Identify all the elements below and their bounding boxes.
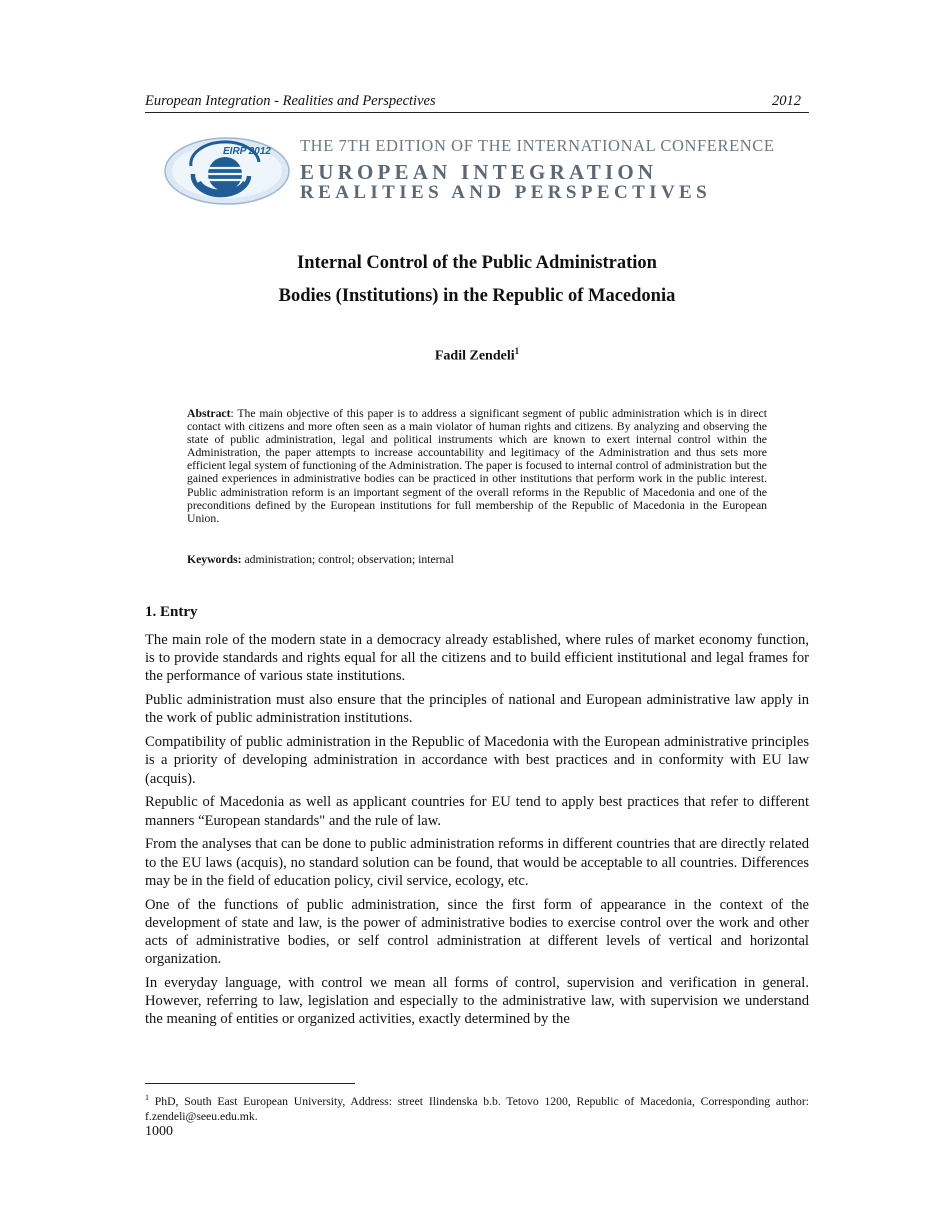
keywords bbox=[187, 553, 767, 566]
running-header bbox=[145, 92, 809, 113]
page-number: 1000 bbox=[145, 1124, 173, 1139]
banner-edition-line: THE 7TH EDITION OF THE INTERNATIONAL CONFERENCE bbox=[300, 136, 775, 155]
banner-subtitle-line: REALITIES AND PERSPECTIVES bbox=[300, 182, 712, 203]
footnote bbox=[145, 1090, 809, 1124]
paragraph: In everyday language, with control we mean all forms of control, supervision and verification in general. However, referring to law, legislation and especially to the administrative law, with supervision we understand the meaning of entities or organized activities, exactly determined by the bbox=[145, 975, 809, 1028]
footnote-marker: 1 bbox=[145, 1093, 149, 1102]
author-footnote-marker[interactable]: 1 bbox=[514, 346, 520, 356]
paragraph: One of the functions of public administration, since the first form of appearance in the context of the development of state and law, is the power of administrative bodies to exercise control over the work and other acts of administrative bodies, or self control administration at different levels of vertical and horizontal organization. bbox=[145, 896, 809, 968]
journal-year: 2012 bbox=[772, 93, 801, 109]
keywords-text: administration; control; observation; internal bbox=[241, 553, 454, 566]
banner-title-line: EUROPEAN INTEGRATION bbox=[300, 160, 658, 184]
paragraph: From the analyses that can be done to public administration reforms in different countries that are directly related to the EU laws (acquis), no standard solution can be found, that would be acceptable to all countries. Differences may be in the field of education policy, civil service, ecology, etc. bbox=[145, 836, 809, 889]
eirp-globe-logo-icon bbox=[163, 136, 291, 206]
paragraph: The main role of the modern state in a democracy already established, where rules of market economy function, is to provide standards and rights equal for all the citizens and to build efficient institutional and legal frames for the performance of various state institutions. bbox=[145, 632, 809, 685]
paper-title-line-2: Bodies (Institutions) in the Republic of Macedonia bbox=[278, 286, 676, 306]
footnote-divider bbox=[145, 1083, 355, 1084]
paragraph: Republic of Macedonia as well as applicant countries for EU tend to apply best practices that refer to different manners “European standards" and the rule of law. bbox=[145, 794, 809, 829]
footnote-text: PhD, South East European University, Address: street Ilindenska b.b. Tetovo 1200, Republic of Macedonia, Corresponding author: f.zendeli@seeu.edu.mk. bbox=[145, 1094, 809, 1123]
keywords-label: Keywords: bbox=[187, 553, 242, 566]
paragraph: Public administration must also ensure that the principles of national and European administrative law apply in the work of public administration institutions. bbox=[145, 692, 809, 727]
conference-banner bbox=[160, 128, 800, 212]
body-text bbox=[145, 631, 809, 1034]
journal-title: European Integration - Realities and Perspectives bbox=[145, 93, 436, 109]
author bbox=[146, 346, 808, 365]
section-heading: 1. Entry bbox=[145, 604, 198, 620]
abstract-text: : The main objective of this paper is to address a significant segment of public administration which is in direct contact with citizens and more often seen as a main violator of human rights and citizens. By analyzing and observing the state of public administration, legal and political instruments which are known to exert internal control within the Administration, the paper attempts to increase accountability and legitimacy of the Administration and thus sets more efficient legal system of functioning of the Administration. The paper is focused to internal control of administration but the gained experiences in administrative bodies can be practiced in other institutions that perform work in the public interest. Public administration reform is an important segment of the overall reforms in the Republic of Macedonia and one of the preconditions defined by the European institutions for full membership of the Republic of Macedonia in the European Union. bbox=[187, 407, 767, 525]
author-name: Fadil Zendeli bbox=[434, 348, 515, 364]
abstract bbox=[187, 407, 767, 525]
logo-text: EIRP 2012 bbox=[223, 146, 271, 157]
paragraph: Compatibility of public administration in the Republic of Macedonia with the European administrative principles is a priority of developing administration in accordance with best practices and in conformity with EU law (acquis). bbox=[145, 734, 809, 787]
abstract-label: Abstract bbox=[187, 407, 231, 420]
paper-title-line-1: Internal Control of the Public Administration bbox=[297, 253, 657, 273]
